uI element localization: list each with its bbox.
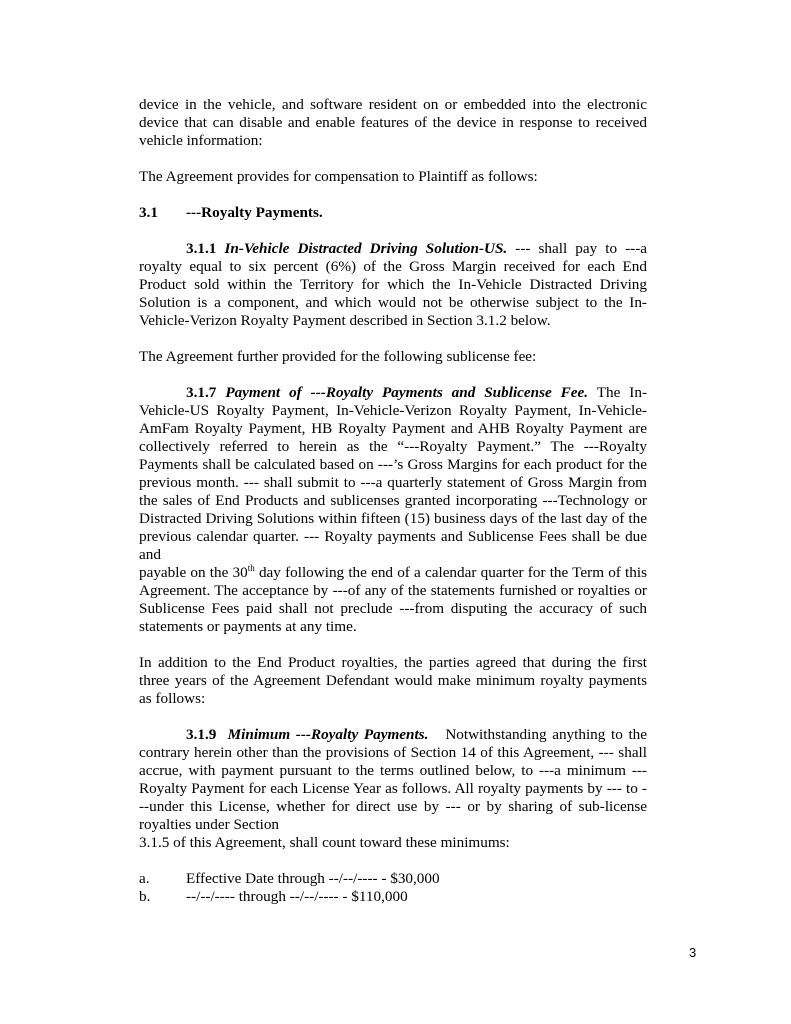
list-marker: a.	[139, 870, 150, 887]
page-number: 3	[689, 945, 697, 960]
section-3-1-1	[139, 240, 647, 330]
section-3-1-7-continued	[139, 564, 647, 636]
section-title: ---Royalty Payments.	[186, 204, 323, 221]
paragraph-compensation-intro: The Agreement provides for compensation to Plaintiff as follows:	[139, 168, 538, 185]
section-body: --- shall pay to ---a royalty equal to six percent (6%) of the Gross Margin received for each End Product sold within the Territory for which the In-Vehicle Distracted Driving Solution is a component, and which would not be otherwise subject to the In-Vehicle-Verizon Royalty Payment described in Section 3.1.2 below.	[139, 240, 648, 329]
section-body: The In-Vehicle-US Royalty Payment, In-Vehicle-Verizon Royalty Payment, In-Vehicle-AmFam Royalty Payment, HB Royalty Payment and AHB Royalty Payment are collectively referred to herein as the “---Royalty Payment.” The ---Royalty Payments shall be calculated based on ---’s Gross Margins for each product for the previous month. --- shall submit to ---a quarterly statement of Gross Margin from the sales of End Products and sublicenses granted incorporating ---Technology or Distracted Driving Solutions within fifteen (15) business days of the last day of the previous calendar quarter. --- Royalty payments and Sublicense Fees shall be due and	[139, 384, 648, 563]
continued-text: day following the end of a calendar quarter for the Term of this Agreement. The acceptance by ---of any of the statements furnished or royalties or Sublicense Fees paid shall not preclude ---from disputing the accuracy of such statements or payments at any time.	[139, 564, 647, 635]
section-body: Notwithstanding anything to the contrary herein other than the provisions of Section 14 of this Agreement, --- shall accrue, with payment pursuant to the terms outlined below, to ---a minimum ---Royalty Payment for each License Year as follows. All royalty payments by --- to ---under this License, whether for direct use by --- or by sharing of sub-license royalties under Section	[139, 726, 648, 833]
section-3-1-7	[139, 384, 647, 564]
list-item	[139, 888, 647, 906]
section-heading-3-1	[139, 204, 647, 222]
section-number: 3.1	[139, 204, 158, 221]
section-3-1-9-continued: 3.1.5 of this Agreement, shall count toward these minimums:	[139, 834, 510, 851]
paragraph-minimum-intro: In addition to the End Product royalties, the parties agreed that during the first three years of the Agreement Defendant would make minimum royalty payments as follows:	[139, 654, 647, 707]
paragraph-sublicense-intro: The Agreement further provided for the following sublicense fee:	[139, 348, 537, 365]
section-number: 3.1.1	[186, 240, 217, 257]
continued-text: payable on the 30	[139, 564, 248, 581]
ordinal-suffix: th	[247, 563, 255, 573]
list-text: Effective Date through --/--/---- - $30,000	[186, 870, 440, 887]
section-number: 3.1.9	[186, 726, 217, 743]
section-title: Payment of ---Royalty Payments and Sublicense Fee.	[225, 384, 589, 401]
section-title: In-Vehicle Distracted Driving Solution-US.	[224, 240, 508, 257]
list-item	[139, 870, 647, 888]
section-title: Minimum ---Royalty Payments.	[227, 726, 429, 743]
paragraph-device-description: device in the vehicle, and software resident on or embedded into the electronic device that can disable and enable features of the device in response to received vehicle information:	[139, 96, 647, 149]
section-number: 3.1.7	[186, 384, 217, 401]
list-text: --/--/---- through --/--/---- - $110,000	[186, 888, 408, 905]
document-page	[139, 96, 647, 906]
section-3-1-9	[139, 726, 647, 834]
list-marker: b.	[139, 888, 151, 905]
